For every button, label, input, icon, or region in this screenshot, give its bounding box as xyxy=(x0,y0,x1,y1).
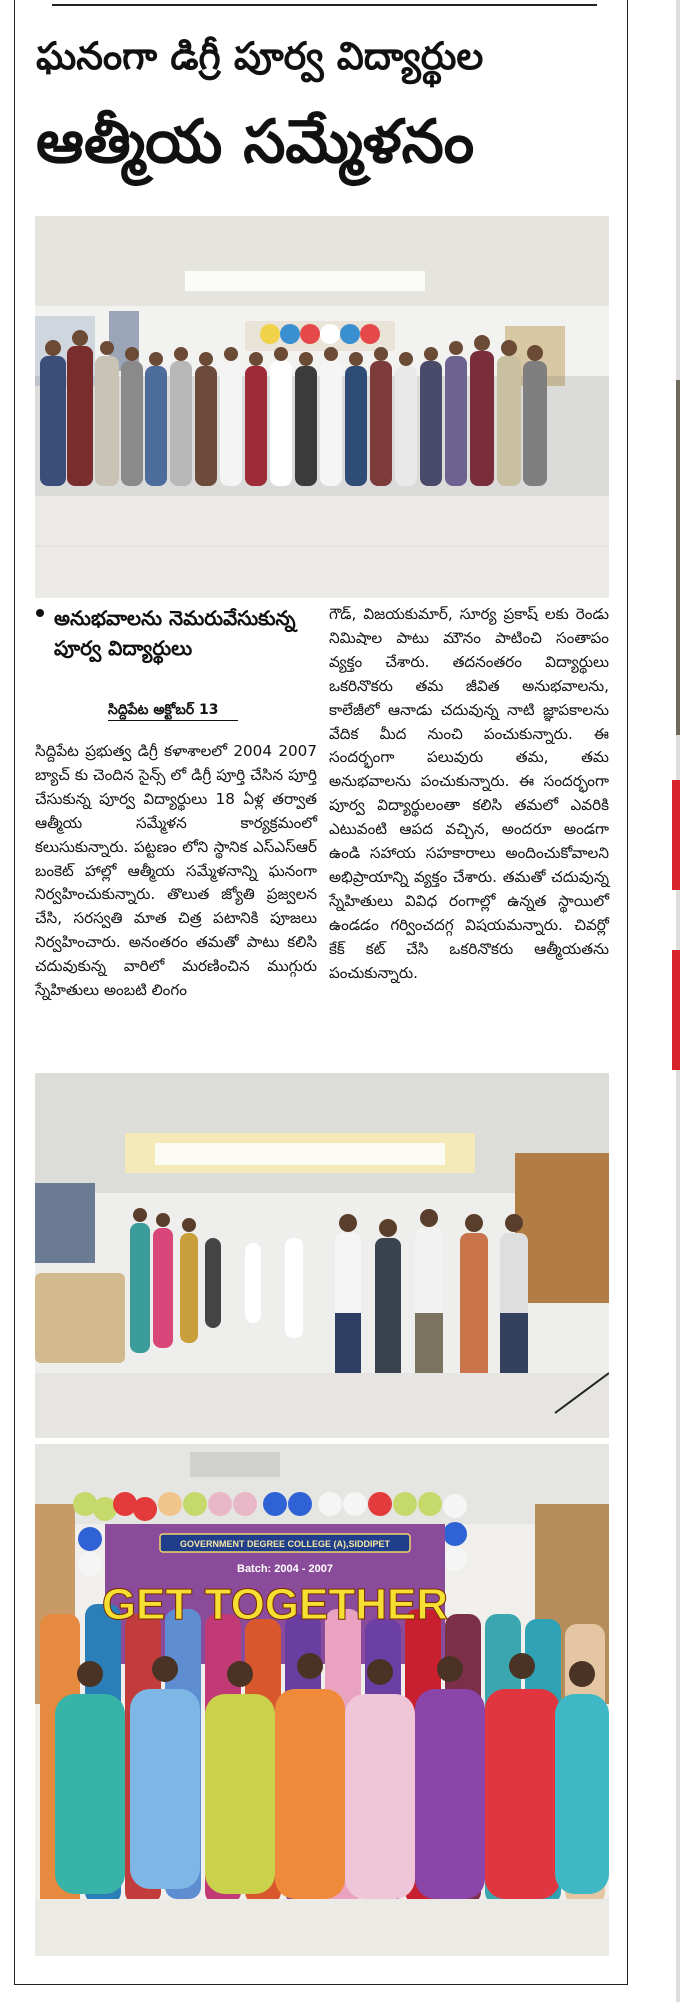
banner-title-text: GET TOGETHER xyxy=(101,1580,449,1629)
group-photo-women xyxy=(35,1444,609,1956)
article-body-left: సిద్దిపేట ప్రభుత్వ డిగ్రీ కళాశాలలో 2004 2007 బ్యాచ్ కు చెందిన సైన్స్ లో డిగ్రీ పూర్తి చేసిన పూర్తి చేసుకున్న పూర్వ విద్యార్థులు 18 ఏళ్ల తర్వాత ఆత్మీయ సమ్మేళన కార్యక్రమంలో కలుసుకున్నారు. పట్టణం లోని స్థానిక ఎస్ఎస్ఆర్ బంకెట్ హాల్లో ఆత్మీయ సమ్మేళనాన్ని ఘనంగా నిర్వహించుకున్నారు. తొలుత జ్యోతి ప్రజ్వలన చేసి, సరస్వతి మాత చిత్ర పటానికి పూజలు నిర్వహించారు. అనంతరం తమతో పాటు కలిసి చదువుకున్న వారిలో మరణించిన ముగ్గురు స్నేహితులు అంబటి లింగం xyxy=(35,742,317,1000)
adjacent-page-red-heading xyxy=(672,780,680,890)
column-rule-bottom xyxy=(14,1984,628,1985)
hall-photo xyxy=(35,1073,609,1438)
adjacent-page-red-heading-2 xyxy=(672,950,680,1070)
dateline: సిద్దిపేట అక్టోబర్ 13 xyxy=(108,700,238,721)
column-rule-left xyxy=(14,0,15,1985)
group-photo-men xyxy=(35,216,609,598)
bullet-icon xyxy=(36,609,44,617)
headline-kicker: ఘనంగా డిగ్రీ పూర్వ విద్యార్థుల xyxy=(36,34,484,78)
subhead: అనుభవాలను నెమరువేసుకున్న పూర్వ విద్యార్థులు xyxy=(54,606,296,660)
article-body-right: గౌడ్, విజయకుమార్, సూర్య ప్రకాష్ లకు రెండు నిమిషాల పాటు మౌనం పాటించి సంతాపం వ్యక్తం చేశారు. తదనంతరం విద్యార్థులు ఒకరినొకరు తమ జీవిత అనుభవాలను, కాలేజీలో ఆనాడు చదువున్న నాటి జ్ఞాపకాలను వేదిక మీద నుంచి పంచుకున్నారు. ఈ సందర్భంగా పలువురు తమ, తమ అనుభవాలను పంచుకున్నారు. ఈ సందర్భంగా పూర్వ విద్యార్థులంతా కలిసి తమలో ఎవరికి ఎటువంటి ఆపద వచ్చిన, అందరూ అండగా ఉండి సహాయ సహకారాలు అందించుకోవాలని అభిప్రాయాన్ని వ్యక్తం చేశారు. తమతో చదువున్న స్నేహితులు వివిధ రంగాల్లో ఉన్నత స్థాయిలో ఉండడం గర్వించదగ్గ విషయమన్నారు. చివర్లో కేక్ కట్ చేసి ఒకరినొకరు ఆత్మీయతను పంచుకున్నారు. xyxy=(329,605,609,982)
banner-college-text: GOVERNMENT DEGREE COLLEGE (A),SIDDIPET xyxy=(179,1539,391,1549)
column-rule-right xyxy=(627,0,628,1985)
top-rule xyxy=(52,4,597,6)
banner-batch-text: Batch: 2004 - 2007 xyxy=(237,1563,333,1575)
headline-main: ఆత్మీయ సమ్మేళనం xyxy=(36,107,475,177)
adjacent-page-photo xyxy=(676,380,680,735)
